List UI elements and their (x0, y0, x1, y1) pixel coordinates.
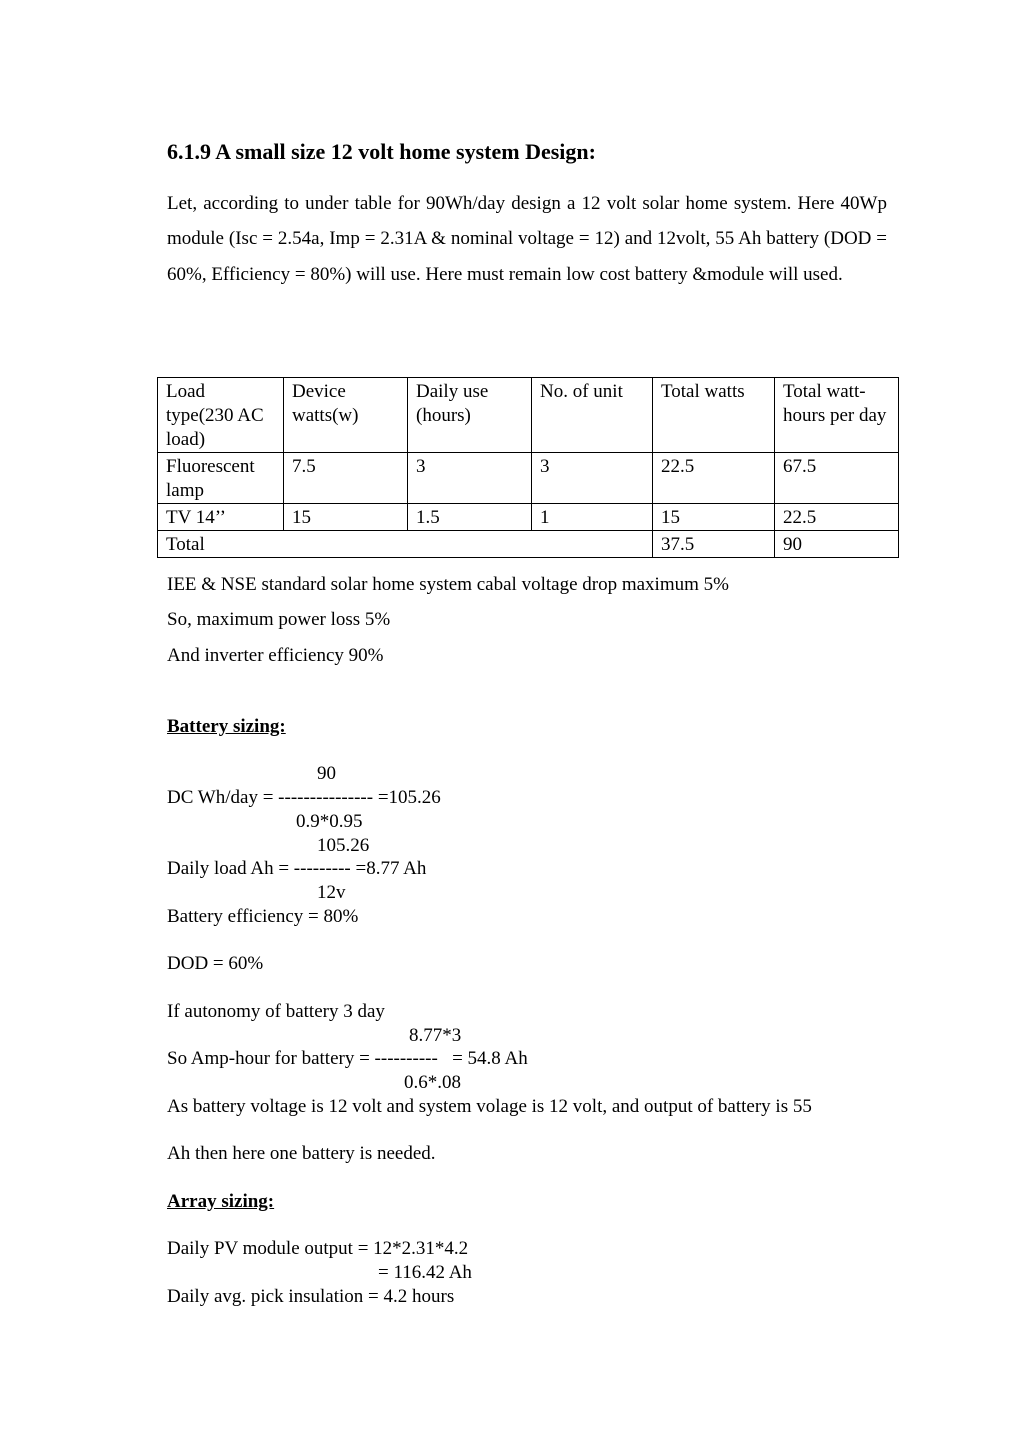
table-cell: 7.5 (284, 453, 408, 504)
battery-autonomy: If autonomy of battery 3 day (167, 1001, 385, 1022)
dc-wh-equation: DC Wh/day = --------------- =105.26 (167, 787, 441, 808)
total-watts: 37.5 (653, 531, 775, 558)
table-cell: 1 (532, 504, 653, 531)
note-voltage-drop: IEE & NSE standard solar home system cabal voltage drop maximum 5% (167, 574, 729, 595)
amp-hour-equation: So Amp-hour for battery = ---------- = 54.8 Ah (167, 1048, 528, 1069)
load-table (157, 377, 899, 558)
array-sizing-title: Array sizing: (167, 1191, 275, 1212)
battery-conclusion-line-1: As battery voltage is 12 volt and system volage is 12 volt, and output of battery is 55 (167, 1096, 812, 1117)
table-cell: TV 14’’ (158, 504, 284, 531)
battery-dod: DOD = 60% (167, 953, 264, 974)
header-cell: Daily use (hours) (408, 378, 532, 453)
table-cell: 22.5 (653, 453, 775, 504)
daily-load-numerator: 105.26 (317, 835, 370, 856)
total-watt-hours: 90 (775, 531, 899, 558)
total-label: Total (158, 531, 653, 558)
amp-hour-denominator: 0.6*.08 (404, 1072, 461, 1093)
table-row (158, 504, 899, 531)
table-cell: 3 (408, 453, 532, 504)
dc-wh-denominator: 0.9*0.95 (296, 811, 363, 832)
pv-module-output: Daily PV module output = 12*2.31*4.2 (167, 1238, 469, 1259)
peak-insulation: Daily avg. pick insulation = 4.2 hours (167, 1286, 455, 1307)
table-cell: 67.5 (775, 453, 899, 504)
table-row (158, 453, 899, 504)
table-cell: 22.5 (775, 504, 899, 531)
table-cell: 1.5 (408, 504, 532, 531)
note-inverter-efficiency: And inverter efficiency 90% (167, 645, 384, 666)
table-cell: 3 (532, 453, 653, 504)
header-cell: Device watts(w) (284, 378, 408, 453)
table-header-row (158, 378, 899, 453)
table-total-row (158, 531, 899, 558)
dc-wh-numerator: 90 (317, 763, 336, 784)
daily-load-equation: Daily load Ah = --------- =8.77 Ah (167, 858, 427, 879)
battery-sizing-title: Battery sizing: (167, 716, 286, 737)
header-cell: Total watt-hours per day (775, 378, 899, 453)
header-cell: No. of unit (532, 378, 653, 453)
section-heading: 6.1.9 A small size 12 volt home system Design: (167, 139, 596, 164)
daily-load-denominator: 12v (317, 882, 346, 903)
header-cell: Load type(230 AC load) (158, 378, 284, 453)
pv-module-result: = 116.42 Ah (378, 1262, 472, 1283)
amp-hour-numerator: 8.77*3 (409, 1025, 462, 1046)
note-power-loss: So, maximum power loss 5% (167, 609, 391, 630)
table-cell: 15 (653, 504, 775, 531)
table-cell: Fluorescent lamp (158, 453, 284, 504)
battery-efficiency: Battery efficiency = 80% (167, 906, 359, 927)
intro-paragraph: Let, according to under table for 90Wh/day design a 12 volt solar home system. Here 40Wp module (Isc = 2.54a, Imp = 2.31A & nominal voltage = 12) and 12volt, 55 Ah battery (DOD = 60%, Efficiency = 80%) will use. Here must remain low cost battery &module will used. (167, 193, 887, 285)
battery-conclusion-line-2: Ah then here one battery is needed. (167, 1143, 436, 1164)
header-cell: Total watts (653, 378, 775, 453)
table-cell: 15 (284, 504, 408, 531)
